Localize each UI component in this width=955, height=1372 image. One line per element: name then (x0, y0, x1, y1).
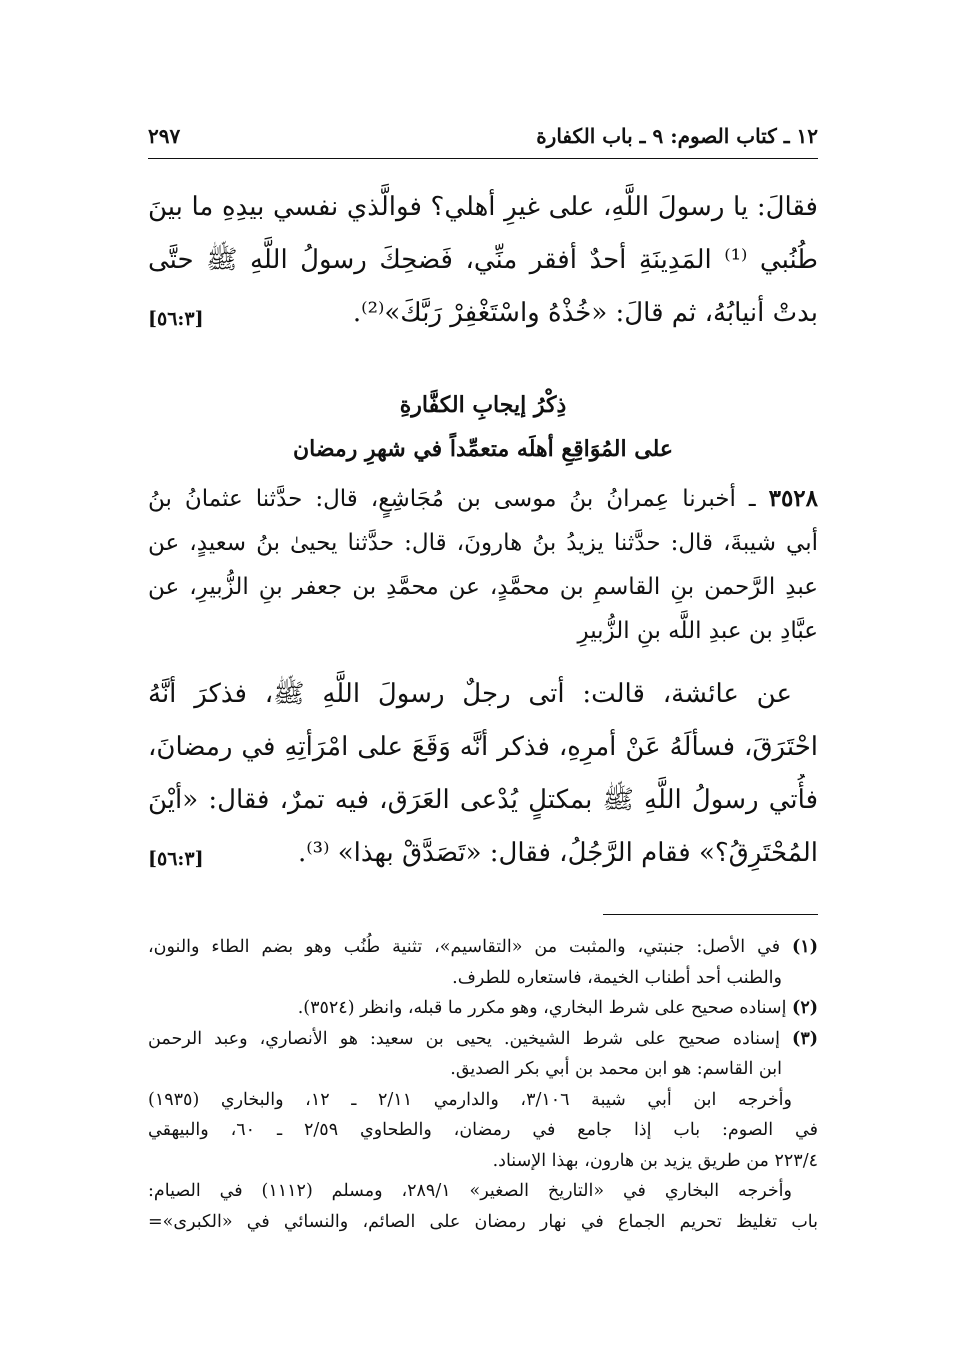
footnote-text: في الأصل: جنبتي، والمثبت من «التقاسيم»، تثنية طُنُب وهو بضم الطاء والنون، (148, 937, 781, 957)
text-line: فأُتي رسولُ اللَّهِ ﷺ بمكتلٍ يُدْعى العَرَق، فيه تمرٌ، فقال: «أيْنَ (148, 785, 818, 815)
hadith-isnad (148, 477, 818, 653)
text-line: عبَّادِ بن عبدِ اللَّه بنِ الزُّبيرِ (577, 618, 818, 644)
text-line: فقالَ: يا رسولَ اللَّهِ، على غيرِ أهلي؟ فوالَّذي نفسي بيدِهِ ما بينَ (148, 192, 818, 222)
footnote-line (148, 932, 818, 963)
footnote-text: إسناده صحيح على شرط البخاري، وهو مكرر ما قبله، وانظر (٣٥٢٤). (297, 998, 787, 1018)
footnote-marker: (٢) (792, 998, 818, 1018)
footnote-marker: (١) (792, 937, 818, 957)
reference-marker: [٥٦:٣] (148, 308, 204, 330)
section-heading (148, 383, 818, 471)
page-header (148, 118, 818, 159)
section-heading-line-1: ذِكْرُ إيجابِ الكفَّارةِ (399, 392, 567, 418)
footnote-line: ٢٢٣/٤ من طريق يزيد بن هارون، بهذا الإسناد. (492, 1150, 818, 1171)
footnote-divider (603, 914, 818, 915)
hadith-matn (148, 668, 818, 886)
text-line: أبي شيبةَ، قال: حدَّثنا يزيدُ بنُ هارونَ، قال: حدَّثنا يحيىٰ بنُ سعيدٍ، عن (148, 530, 818, 556)
footnote-line: وأخرجه البخاري في «التاريخ الصغير» ٢٨٩/١، ومسلم (١١١٢) في الصيام: (148, 1181, 792, 1201)
footnote-line: والطنب أحد أطناب الخيمة، فاستعاره للطرف. (452, 967, 782, 988)
text-line: عن عائشة، قالت: أتى رجلٌ رسولَ اللَّهِ ﷺ، فذكرَ أنَّهُ (148, 679, 792, 709)
text-line: احْتَرَقَ، فسألَهُ عَنْ أمرِهِ، فذكر أنَّه وَقَعَ على امْرَأتِهِ في رمضانَ، (148, 732, 818, 762)
section-heading-line-2: على المُوَاقِعِ أهلَه متعمِّداً في شهرِ رمضان (292, 436, 674, 462)
text-line: عبدِ الرَّحمن بنِ القاسمِ بن محمَّدٍ، عن محمَّدِ بن جعفر بنِ الزُّبيرِ، عن (148, 574, 818, 600)
text-line-content: ـ أخبرنا عِمرانُ بنُ موسى بن مُجَاشِعٍ، قال: حدَّثنا عثمانُ بنُ (148, 486, 756, 512)
text-line (148, 287, 818, 346)
text-line-content: بدتْ أنيابُهُ، ثم قالَ: «خُذْهُ واسْتَغْفِرْ رَبَّكَ»⁽²⁾. (352, 298, 818, 328)
hadith-number: ٣٥٢٨ (768, 485, 818, 512)
footnotes (148, 932, 818, 1237)
page-number: ٢٩٧ (148, 124, 181, 148)
footnote-3-continued-2 (148, 1176, 818, 1237)
footnote-line (148, 993, 818, 1024)
footnote-line: في الصوم: باب إذا جامع في رمضان، والطحاوي ٢/٥٩ ـ ٦٠، والبيهقي (148, 1120, 818, 1140)
text-line: طُنُبي ⁽¹⁾ المَدِينَةِ أحدٌ أفقر منِّي، فَضحِكَ رسولُ اللَّهِ ﷺ حتَّى (148, 245, 818, 275)
footnote-line (148, 1024, 818, 1055)
footnote-2 (148, 993, 818, 1024)
footnote-line: ابن القاسم: هو ابن محمد بن أبي بكر الصديق. (450, 1059, 782, 1079)
text-line (148, 827, 818, 886)
top-paragraph (148, 181, 818, 346)
footnote-3 (148, 1024, 818, 1085)
text-line (148, 477, 818, 521)
footnote-marker: (٣) (792, 1028, 818, 1049)
footnote-line: وأخرجه ابن أبي شيبة ٣/١٠٦، والدارمي ٢/١١ ـ ١٢، والبخاري (١٩٣٥) (148, 1089, 792, 1110)
text-line-content: المُحْتَرِقُ؟» فقام الرَّجُلُ، فقال: «تَصَدَّقْ بهذا» ⁽³⁾. (297, 838, 818, 868)
footnote-text: إسناده صحيح على شرط الشيخين. يحيى بن سعيد: هو الأنصاري، وعبد الرحمن (148, 1028, 780, 1049)
footnote-line: باب تغليظ تحريم الجماع في نهار رمضان على الصائم، والنسائي في «الكبرى»= (148, 1211, 818, 1232)
footnote-1 (148, 932, 818, 993)
reference-marker: [٥٦:٣] (148, 848, 204, 870)
footnote-3-continued (148, 1085, 818, 1177)
running-head: ١٢ ـ كتاب الصوم: ٩ ـ باب الكفارة (536, 124, 818, 148)
